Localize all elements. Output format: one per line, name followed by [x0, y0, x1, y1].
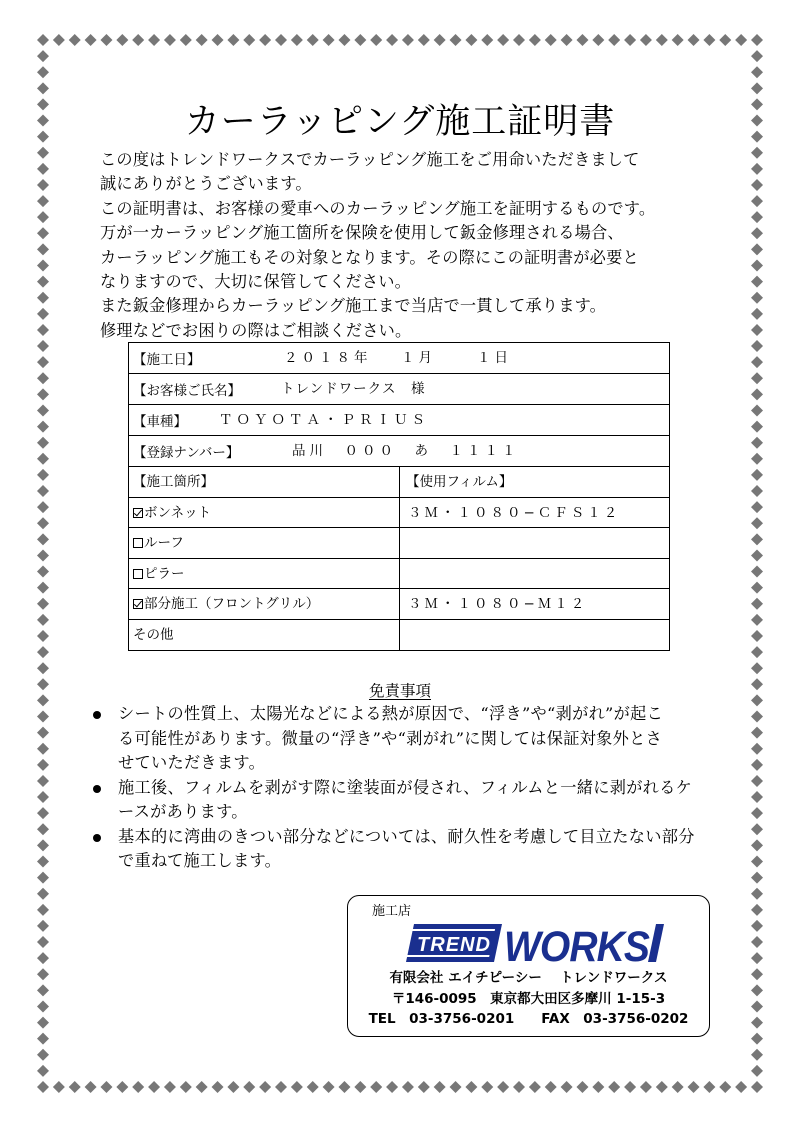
- vehicle-row: [129, 405, 669, 436]
- border-diamond: [37, 1017, 49, 1029]
- border-diamond: [751, 453, 763, 465]
- border-diamond: [37, 1049, 49, 1061]
- border-diamond: [576, 1081, 588, 1093]
- area-name: ルーフ: [144, 535, 184, 551]
- intro-line: この証明書は、お客様の愛車へのカーラッピング施工を証明するものです。: [100, 198, 656, 218]
- vehicle-label: 【車種】: [133, 414, 187, 430]
- border-diamond: [37, 936, 49, 948]
- film-name: ３Ｍ・１０８０−Ｍ１２: [408, 596, 588, 612]
- border-diamond: [751, 260, 763, 272]
- border-diamond: [719, 34, 731, 46]
- other-label: その他: [129, 620, 400, 651]
- film-header: 【使用フィルム】: [406, 474, 513, 490]
- border-diamond: [37, 711, 49, 723]
- border-diamond: [37, 469, 49, 481]
- border-diamond: [53, 34, 65, 46]
- border-diamond: [386, 1081, 398, 1093]
- border-diamond: [465, 34, 477, 46]
- bullet-icon: [93, 785, 101, 793]
- border-diamond: [751, 340, 763, 352]
- border-diamond: [275, 34, 287, 46]
- border-diamond: [37, 50, 49, 62]
- border-diamond: [37, 356, 49, 368]
- border-diamond: [481, 34, 493, 46]
- border-diamond: [100, 1081, 112, 1093]
- customer-name: トレンドワークス 様: [281, 381, 426, 397]
- border-diamond: [323, 34, 335, 46]
- border-diamond: [751, 759, 763, 771]
- disclaimer-item: シートの性質上、太陽光などによる熱が原因で、“浮き”や“剥がれ”が起こ る可能性があります。微量の“浮き”や“剥がれ”に関しては保証対象外とさ せていただきます。: [90, 702, 730, 776]
- border-diamond: [37, 839, 49, 851]
- border-diamond: [751, 872, 763, 884]
- border-diamond: [37, 888, 49, 900]
- border-diamond: [212, 1081, 224, 1093]
- border-diamond: [751, 839, 763, 851]
- date-month: １月: [401, 350, 436, 366]
- border-diamond: [148, 1081, 160, 1093]
- border-diamond: [751, 775, 763, 787]
- border-diamond: [513, 1081, 525, 1093]
- border-diamond: [751, 646, 763, 658]
- border-diamond: [751, 195, 763, 207]
- border-diamond: [592, 1081, 604, 1093]
- border-diamond: [434, 1081, 446, 1093]
- border-diamond: [576, 34, 588, 46]
- logo-works-text: WORKS: [504, 923, 651, 966]
- border-diamond: [656, 1081, 668, 1093]
- border-diamond: [37, 211, 49, 223]
- border-diamond: [751, 292, 763, 304]
- border-diamond: [751, 582, 763, 594]
- border-diamond: [291, 34, 303, 46]
- border-diamond: [608, 1081, 620, 1093]
- border-diamond: [37, 34, 49, 46]
- border-diamond: [751, 211, 763, 223]
- border-diamond: [37, 179, 49, 191]
- bullet-icon: [93, 834, 101, 842]
- border-diamond: [513, 34, 525, 46]
- border-diamond: [37, 1033, 49, 1045]
- border-diamond: [37, 147, 49, 159]
- border-diamond: [497, 34, 509, 46]
- border-diamond: [37, 1065, 49, 1077]
- border-diamond: [37, 533, 49, 545]
- intro-line: また鈑金修理からカーラッピング施工まで当店で一貫して承ります。: [100, 296, 607, 316]
- border-diamond: [751, 823, 763, 835]
- border-diamond: [751, 324, 763, 336]
- border-diamond: [529, 34, 541, 46]
- border-diamond: [751, 566, 763, 578]
- border-diamond: [751, 904, 763, 916]
- border-diamond: [751, 34, 763, 46]
- checkbox-checked: [133, 508, 143, 518]
- border-diamond: [450, 1081, 462, 1093]
- border-diamond: [37, 598, 49, 610]
- border-diamond: [69, 34, 81, 46]
- border-diamond: [751, 968, 763, 980]
- area-header-row: [129, 467, 669, 498]
- border-diamond: [116, 34, 128, 46]
- border-diamond: [624, 34, 636, 46]
- area-header: 【施工箇所】: [129, 467, 400, 497]
- checkbox-checked: [133, 599, 143, 609]
- border-diamond: [148, 34, 160, 46]
- border-diamond: [751, 662, 763, 674]
- border-diamond: [592, 34, 604, 46]
- border-diamond: [323, 1081, 335, 1093]
- border-diamond: [37, 1081, 49, 1093]
- border-diamond: [259, 34, 271, 46]
- border-diamond: [37, 308, 49, 320]
- border-diamond: [37, 614, 49, 626]
- border-diamond: [751, 308, 763, 320]
- shop-company: 有限会社 エイチピーシー トレンドワークス: [389, 970, 668, 986]
- border-diamond: [37, 872, 49, 884]
- plate-label: 【登録ナンバー】: [133, 445, 240, 461]
- border-diamond: [37, 453, 49, 465]
- border-diamond: [386, 34, 398, 46]
- border-diamond: [561, 34, 573, 46]
- area-name: 部分施工（フロントグリル）: [144, 596, 320, 612]
- border-diamond: [53, 1081, 65, 1093]
- film-name: [400, 528, 669, 558]
- border-diamond: [227, 34, 239, 46]
- border-diamond: [545, 1081, 557, 1093]
- border-diamond: [227, 1081, 239, 1093]
- border-diamond: [434, 34, 446, 46]
- intro-line: カーラッピング施工もその対象となります。その際にこの証明書が必要と: [100, 247, 639, 267]
- border-diamond: [751, 598, 763, 610]
- border-diamond: [418, 1081, 430, 1093]
- border-diamond: [624, 1081, 636, 1093]
- other-value: [400, 620, 669, 651]
- border-diamond: [370, 34, 382, 46]
- border-diamond: [132, 1081, 144, 1093]
- certificate-table: [128, 342, 670, 651]
- border-diamond: [37, 404, 49, 416]
- border-diamond: [37, 727, 49, 739]
- border-diamond: [37, 243, 49, 255]
- border-diamond: [608, 34, 620, 46]
- border-diamond: [688, 1081, 700, 1093]
- border-diamond: [751, 1065, 763, 1077]
- border-diamond: [212, 34, 224, 46]
- border-diamond: [243, 34, 255, 46]
- border-diamond: [751, 388, 763, 400]
- border-diamond: [751, 517, 763, 529]
- border-diamond: [719, 1081, 731, 1093]
- border-diamond: [338, 34, 350, 46]
- border-diamond: [291, 1081, 303, 1093]
- border-diamond: [688, 34, 700, 46]
- border-diamond: [37, 276, 49, 288]
- border-diamond: [751, 791, 763, 803]
- border-diamond: [37, 517, 49, 529]
- border-diamond: [735, 1081, 747, 1093]
- border-diamond: [751, 533, 763, 545]
- border-diamond: [751, 952, 763, 964]
- border-diamond: [656, 34, 668, 46]
- border-diamond: [37, 743, 49, 755]
- border-diamond: [37, 421, 49, 433]
- border-diamond: [751, 888, 763, 900]
- disclaimer-item: 基本的に湾曲のきつい部分などについては、耐久性を考慮して目立たない部分 で重ねて施工します。: [90, 825, 730, 874]
- intro-line: 誠にありがとうございます。: [100, 174, 312, 194]
- shop-address: 〒146-0095 東京都大田区多摩川 1-15-3: [391, 990, 666, 1007]
- border-diamond: [37, 163, 49, 175]
- border-diamond: [751, 1017, 763, 1029]
- border-diamond: [640, 1081, 652, 1093]
- border-diamond: [751, 614, 763, 626]
- border-diamond: [37, 582, 49, 594]
- border-diamond: [703, 1081, 715, 1093]
- date-label: 【施工日】: [133, 352, 201, 368]
- border-diamond: [529, 1081, 541, 1093]
- border-diamond: [751, 227, 763, 239]
- border-diamond: [37, 195, 49, 207]
- logo-slash-mark: [648, 924, 664, 962]
- border-diamond: [545, 34, 557, 46]
- border-diamond: [180, 1081, 192, 1093]
- border-diamond: [751, 743, 763, 755]
- border-diamond: [243, 1081, 255, 1093]
- border-diamond: [37, 775, 49, 787]
- intro-line: なりますので、大切に保管してください。: [100, 272, 412, 292]
- border-diamond: [751, 984, 763, 996]
- shop-phone-fax: TEL 03-3756-0201 FAX 03-3756-0202: [368, 1011, 689, 1027]
- border-diamond: [751, 356, 763, 368]
- border-diamond: [751, 1033, 763, 1045]
- border-diamond: [751, 372, 763, 384]
- border-diamond: [751, 1081, 763, 1093]
- border-diamond: [37, 227, 49, 239]
- disclaimer-item: 施工後、フィルムを剥がす際に塗装面が侵され、フィルムと一緒に剥がれるケ ースがあります。: [90, 776, 730, 825]
- plate-row: [129, 436, 669, 467]
- border-diamond: [37, 904, 49, 916]
- border-diamond: [672, 1081, 684, 1093]
- border-diamond: [37, 646, 49, 658]
- border-diamond: [751, 82, 763, 94]
- border-diamond: [37, 662, 49, 674]
- border-diamond: [196, 1081, 208, 1093]
- border-diamond: [338, 1081, 350, 1093]
- film-name: [400, 559, 669, 589]
- border-diamond: [37, 1000, 49, 1012]
- border-diamond: [751, 66, 763, 78]
- shop-info-box: [347, 895, 710, 1037]
- area-row-other: [129, 620, 669, 651]
- border-diamond: [354, 1081, 366, 1093]
- border-diamond: [751, 936, 763, 948]
- border-diamond: [751, 920, 763, 932]
- border-diamond: [751, 50, 763, 62]
- vehicle-model: ＴＯＹＯＴＡ・ＰＲＩＵＳ: [219, 412, 429, 428]
- page-title: カーラッピング施工証明書: [184, 102, 616, 142]
- border-diamond: [37, 549, 49, 561]
- border-diamond: [37, 791, 49, 803]
- border-diamond: [100, 34, 112, 46]
- border-diamond: [751, 421, 763, 433]
- border-diamond: [751, 404, 763, 416]
- border-diamond: [751, 163, 763, 175]
- border-diamond: [69, 1081, 81, 1093]
- date-day: １日: [477, 350, 512, 366]
- area-row-bonnet: [129, 498, 669, 529]
- border-diamond: [37, 66, 49, 78]
- checkbox-unchecked: [133, 569, 143, 579]
- border-diamond: [751, 1049, 763, 1061]
- border-diamond: [465, 1081, 477, 1093]
- border-diamond: [259, 1081, 271, 1093]
- border-diamond: [751, 630, 763, 642]
- bullet-icon: [93, 711, 101, 719]
- border-diamond: [640, 34, 652, 46]
- border-diamond: [37, 292, 49, 304]
- border-diamond: [37, 260, 49, 272]
- border-diamond: [37, 984, 49, 996]
- border-diamond: [275, 1081, 287, 1093]
- border-diamond: [37, 807, 49, 819]
- date-year: ２０１８年: [284, 350, 372, 366]
- border-diamond: [37, 823, 49, 835]
- border-diamond: [751, 147, 763, 159]
- plate-number: 品川 ０００ あ １１１１: [292, 443, 520, 459]
- shop-contact: [348, 968, 709, 1030]
- border-diamond: [37, 759, 49, 771]
- date-row: [129, 343, 669, 374]
- border-diamond: [751, 855, 763, 867]
- border-diamond: [751, 437, 763, 449]
- area-row-partial: [129, 589, 669, 620]
- border-diamond: [37, 501, 49, 513]
- border-diamond: [561, 1081, 573, 1093]
- area-name: ピラー: [144, 565, 185, 582]
- border-diamond: [180, 34, 192, 46]
- border-diamond: [751, 711, 763, 723]
- border-diamond: [164, 34, 176, 46]
- border-diamond: [418, 34, 430, 46]
- border-diamond: [735, 34, 747, 46]
- border-diamond: [751, 807, 763, 819]
- area-row-roof: [129, 528, 669, 559]
- border-diamond: [402, 1081, 414, 1093]
- shop-label: 施工店: [372, 904, 412, 919]
- border-diamond: [751, 469, 763, 481]
- border-diamond: [116, 1081, 128, 1093]
- area-name: ボンネット: [144, 504, 212, 521]
- intro-line: 万が一カーラッピング施工箇所を保険を使用して鈑金修理される場合、: [100, 223, 624, 243]
- border-diamond: [37, 82, 49, 94]
- border-diamond: [751, 727, 763, 739]
- border-diamond: [37, 340, 49, 352]
- border-diamond: [37, 952, 49, 964]
- border-diamond: [37, 920, 49, 932]
- border-diamond: [751, 179, 763, 191]
- logo-trend-text: TREND: [417, 934, 491, 956]
- border-diamond: [751, 501, 763, 513]
- border-diamond: [751, 485, 763, 497]
- border-diamond: [37, 388, 49, 400]
- film-name: ３Ｍ・１０８０−ＣＦＳ１２: [408, 504, 621, 521]
- border-diamond: [751, 1000, 763, 1012]
- border-diamond: [37, 324, 49, 336]
- border-diamond: [307, 34, 319, 46]
- border-diamond: [354, 34, 366, 46]
- border-diamond: [37, 566, 49, 578]
- border-diamond: [85, 34, 97, 46]
- customer-label: 【お客様ご氏名】: [133, 383, 241, 399]
- checkbox-unchecked: [133, 538, 143, 548]
- border-diamond: [37, 372, 49, 384]
- border-diamond: [672, 34, 684, 46]
- border-diamond: [85, 1081, 97, 1093]
- border-diamond: [751, 243, 763, 255]
- border-diamond: [402, 34, 414, 46]
- border-diamond: [751, 549, 763, 561]
- border-diamond: [37, 437, 49, 449]
- border-diamond: [196, 34, 208, 46]
- border-diamond: [37, 968, 49, 980]
- trendworks-logo: [406, 920, 666, 966]
- border-diamond: [37, 855, 49, 867]
- border-diamond: [37, 630, 49, 642]
- intro-line: この度はトレンドワークスでカーラッピング施工をご用命いただきまして: [100, 150, 640, 169]
- border-diamond: [370, 1081, 382, 1093]
- border-diamond: [307, 1081, 319, 1093]
- area-row-pillar: [129, 559, 669, 590]
- customer-row: [129, 374, 669, 405]
- intro-line: 修理などでお困りの際はご相談ください。: [100, 320, 412, 340]
- border-diamond: [132, 34, 144, 46]
- intro-text: [100, 148, 720, 343]
- disclaimer-heading: 免責事項: [368, 682, 431, 700]
- disclaimer-list: [90, 702, 730, 874]
- border-diamond: [497, 1081, 509, 1093]
- border-diamond: [164, 1081, 176, 1093]
- border-diamond: [481, 1081, 493, 1093]
- border-diamond: [703, 34, 715, 46]
- border-diamond: [37, 485, 49, 497]
- border-diamond: [751, 276, 763, 288]
- border-diamond: [450, 34, 462, 46]
